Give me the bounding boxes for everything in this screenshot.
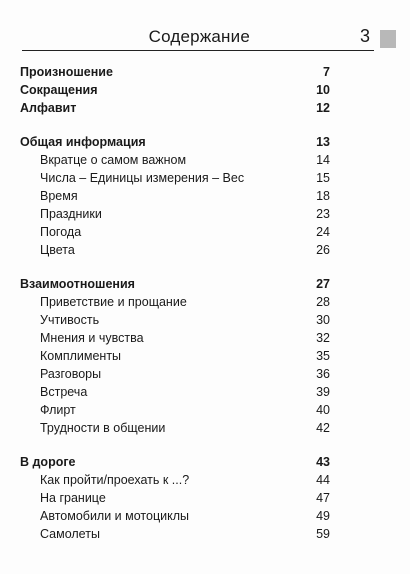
toc-entry — [20, 489, 330, 507]
toc-section-heading — [20, 275, 330, 293]
toc-entry-page: 36 — [316, 367, 330, 381]
toc-entry — [20, 347, 330, 365]
toc-section-title: В дороге — [20, 455, 76, 469]
toc-entry — [20, 151, 330, 169]
toc-entry-page: 12 — [316, 101, 330, 115]
toc-entry-page: 40 — [316, 403, 330, 417]
toc-entry-page: 47 — [316, 491, 330, 505]
toc-entry-page: 49 — [316, 509, 330, 523]
toc-entry-page: 39 — [316, 385, 330, 399]
toc-section-page: 43 — [316, 455, 330, 469]
toc-entry — [20, 383, 330, 401]
toc-entry-title: Самолеты — [40, 527, 100, 541]
toc-entry — [20, 507, 330, 525]
page-title: Содержание — [148, 27, 250, 46]
toc-section-title: Взаимоотношения — [20, 277, 135, 291]
toc-entry — [20, 241, 330, 259]
toc-entry — [20, 419, 330, 437]
toc-entry-title: Праздники — [40, 207, 102, 221]
toc-entry — [20, 401, 330, 419]
toc-entry-title: Учтивость — [40, 313, 100, 327]
toc-entry-page: 35 — [316, 349, 330, 363]
toc-entry-title: Цвета — [40, 243, 75, 257]
toc-entry-title: На границе — [40, 491, 106, 505]
toc-entry-page: 18 — [316, 189, 330, 203]
toc-entry — [20, 329, 330, 347]
toc-entry-title: Время — [40, 189, 78, 203]
toc-entry — [20, 471, 330, 489]
corner-marker — [380, 30, 396, 48]
toc-entry-page: 42 — [316, 421, 330, 435]
toc-entry — [20, 63, 330, 81]
toc-entry-page: 23 — [316, 207, 330, 221]
toc-entry-page: 28 — [316, 295, 330, 309]
toc-entry-title: Автомобили и мотоциклы — [40, 509, 189, 523]
toc-entry — [20, 223, 330, 241]
toc-entry — [20, 205, 330, 223]
toc-entry-page: 32 — [316, 331, 330, 345]
toc-section-heading — [20, 453, 330, 471]
toc-entry-page: 10 — [316, 83, 330, 97]
toc-section-title: Общая информация — [20, 135, 146, 149]
toc-section-page: 13 — [316, 135, 330, 149]
toc-entry — [20, 81, 330, 99]
toc-entry-title: Трудности в общении — [40, 421, 166, 435]
toc-entry-title: Погода — [40, 225, 82, 239]
toc-section-page: 27 — [316, 277, 330, 291]
toc-entry — [20, 99, 330, 117]
toc-entry — [20, 187, 330, 205]
toc-entry-page: 30 — [316, 313, 330, 327]
page-header — [22, 26, 374, 51]
toc-entry — [20, 293, 330, 311]
toc-entry — [20, 365, 330, 383]
toc-entry-title: Сокращения — [20, 83, 98, 97]
toc-entry-title: Флирт — [40, 403, 76, 417]
toc-entry-title: Мнения и чувства — [40, 331, 144, 345]
toc-entry-page: 14 — [316, 153, 330, 167]
toc-entry — [20, 525, 330, 543]
toc-entry-page: 15 — [316, 171, 330, 185]
toc-entry-title: Встреча — [40, 385, 88, 399]
toc-entry-page: 26 — [316, 243, 330, 257]
toc-entry-title: Произношение — [20, 65, 113, 79]
toc-entry-page: 59 — [316, 527, 330, 541]
toc-entry-title: Алфавит — [20, 101, 77, 115]
toc-entry-page: 44 — [316, 473, 330, 487]
toc-section-heading — [20, 133, 330, 151]
toc-entry-title: Приветствие и прощание — [40, 295, 187, 309]
toc-entry-title: Как пройти/проехать к ...? — [40, 473, 190, 487]
toc-entry-title: Разговоры — [40, 367, 102, 381]
toc-entry — [20, 169, 330, 187]
toc-entry-title: Вкратце о самом важном — [40, 153, 187, 167]
toc-entry-title: Комплименты — [40, 349, 122, 363]
toc-entry-page: 24 — [316, 225, 330, 239]
toc-entry-title: Числа – Единицы измерения – Вес — [40, 171, 245, 185]
table-of-contents — [20, 63, 330, 543]
toc-entry-page: 7 — [323, 65, 330, 79]
toc-entry — [20, 311, 330, 329]
page-number: 3 — [359, 26, 370, 46]
